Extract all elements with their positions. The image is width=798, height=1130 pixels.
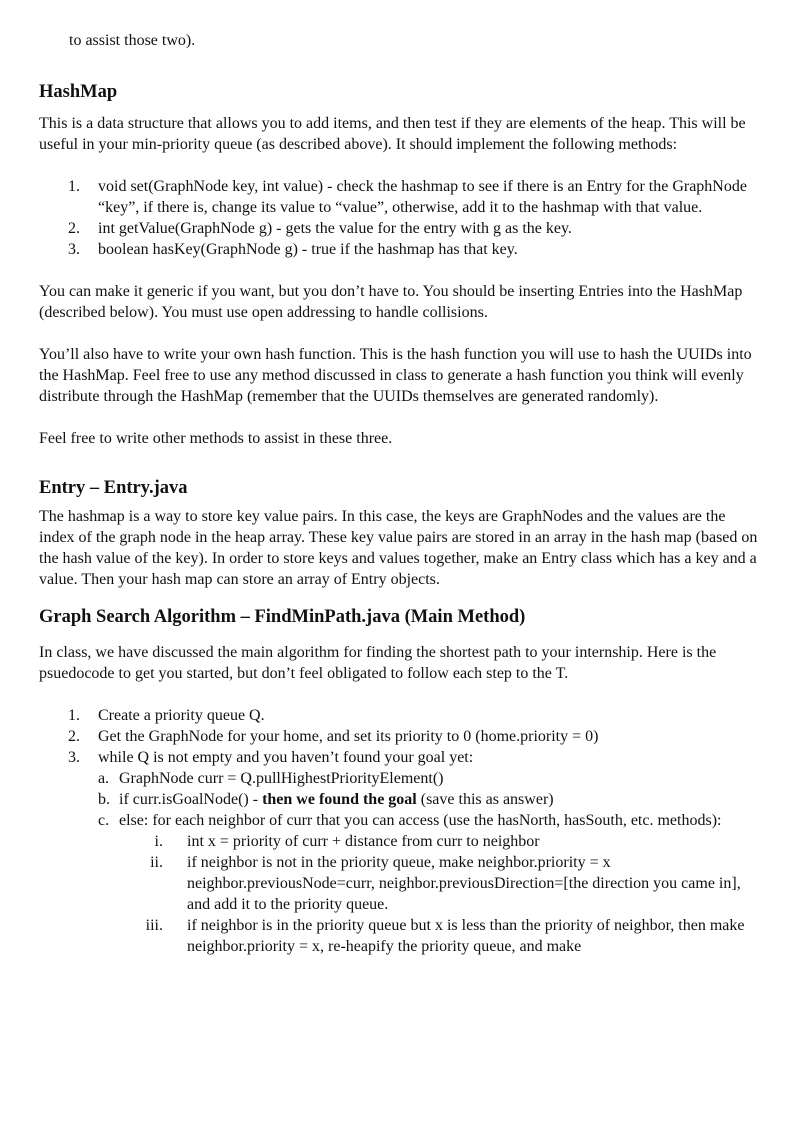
list-text: Create a priority queue Q. bbox=[98, 707, 265, 724]
list-text: if neighbor is in the priority queue but x is less than the priority of neighbor, then make neighbor.priority = x, re-heapify the priority queue, and make bbox=[187, 917, 745, 955]
hashmap-method-list bbox=[39, 176, 759, 260]
hashmap-heading: HashMap bbox=[39, 82, 118, 102]
entry-heading: Entry – Entry.java bbox=[39, 478, 188, 498]
list-text: int getValue(GraphNode g) - gets the value for the entry with g as the key. bbox=[98, 220, 572, 237]
list-letter: a. bbox=[98, 770, 110, 787]
list-item bbox=[39, 810, 759, 831]
list-item bbox=[39, 218, 759, 239]
list-text: boolean hasKey(GraphNode g) - true if the hashmap has that key. bbox=[98, 241, 518, 258]
document-page bbox=[39, 30, 759, 957]
list-item bbox=[39, 831, 759, 852]
hash-function-note: You’ll also have to write your own hash function. This is the hash function you will use to hash the UUIDs into the HashMap. Feel free to use any method discussed in class to generate a hash function you think will evenly distribute through the HashMap (remember that the UUIDs themselves are generated randomly). bbox=[39, 346, 752, 405]
generic-note: You can make it generic if you want, but you don’t have to. You should be inserting Entries into the HashMap (described below). You must use open addressing to handle collisions. bbox=[39, 283, 743, 321]
list-text: Get the GraphNode for your home, and set its priority to 0 (home.priority = 0) bbox=[98, 728, 599, 745]
list-item bbox=[39, 768, 759, 789]
list-item bbox=[39, 852, 759, 915]
list-number: 2. bbox=[68, 220, 80, 237]
list-item bbox=[39, 915, 759, 957]
list-item bbox=[39, 726, 759, 747]
entry-description: The hashmap is a way to store key value pairs. In this case, the keys are GraphNodes and the values are the index of the graph node in the heap array. These key value pairs are stored in an array in the hash map (based on the hash value of the key). In order to store keys and values together, make an Entry class which has a key and a value. Then your hash map can store an array of Entry objects. bbox=[39, 508, 758, 588]
list-item bbox=[39, 789, 759, 810]
list-number: 3. bbox=[68, 241, 80, 258]
list-text: GraphNode curr = Q.pullHighestPriorityElement() bbox=[119, 770, 444, 787]
list-number: 1. bbox=[68, 707, 80, 724]
list-text: (save this as answer) bbox=[416, 791, 554, 808]
list-letter: c. bbox=[98, 812, 110, 829]
goal-found-emphasis: then we found the goal bbox=[262, 791, 417, 808]
intro-continuation: to assist those two). bbox=[69, 32, 196, 49]
list-text: if curr.isGoalNode() - bbox=[119, 791, 263, 808]
algorithm-step-list bbox=[39, 705, 759, 957]
graph-search-description: In class, we have discussed the main algorithm for finding the shortest path to your internship. Here is the psuedocode to get you started, but don’t feel obligated to follow each step to the T. bbox=[39, 644, 717, 682]
list-item bbox=[39, 747, 759, 768]
list-letter: b. bbox=[98, 791, 110, 808]
list-roman: ii. bbox=[150, 854, 163, 871]
graph-search-heading: Graph Search Algorithm – FindMinPath.java (Main Method) bbox=[39, 607, 526, 627]
list-item bbox=[39, 239, 759, 260]
list-text: if neighbor is not in the priority queue, make neighbor.priority = x neighbor.previousNode=curr, neighbor.previousDirection=[the direction you came in], and add it to the priority queue. bbox=[187, 854, 741, 913]
other-methods-note: Feel free to write other methods to assist in these three. bbox=[39, 430, 393, 447]
list-number: 2. bbox=[68, 728, 80, 745]
list-text: void set(GraphNode key, int value) - check the hashmap to see if there is an Entry for the GraphNode “key”, if there is, change its value to “value”, otherwise, add it to the hashmap with that value. bbox=[98, 178, 747, 216]
list-number: 1. bbox=[68, 178, 80, 195]
list-number: 3. bbox=[68, 749, 80, 766]
list-item bbox=[39, 705, 759, 726]
hashmap-description: This is a data structure that allows you to add items, and then test if they are elements of the heap. This will be useful in your min-priority queue (as described above). It should implement the following methods: bbox=[39, 115, 746, 153]
list-roman: i. bbox=[154, 833, 163, 850]
list-text: while Q is not empty and you haven’t found your goal yet: bbox=[98, 749, 474, 766]
list-roman: iii. bbox=[145, 917, 163, 934]
list-text: else: for each neighbor of curr that you can access (use the hasNorth, hasSouth, etc. methods): bbox=[119, 812, 722, 829]
list-item bbox=[39, 176, 759, 218]
list-text: int x = priority of curr + distance from curr to neighbor bbox=[187, 833, 540, 850]
